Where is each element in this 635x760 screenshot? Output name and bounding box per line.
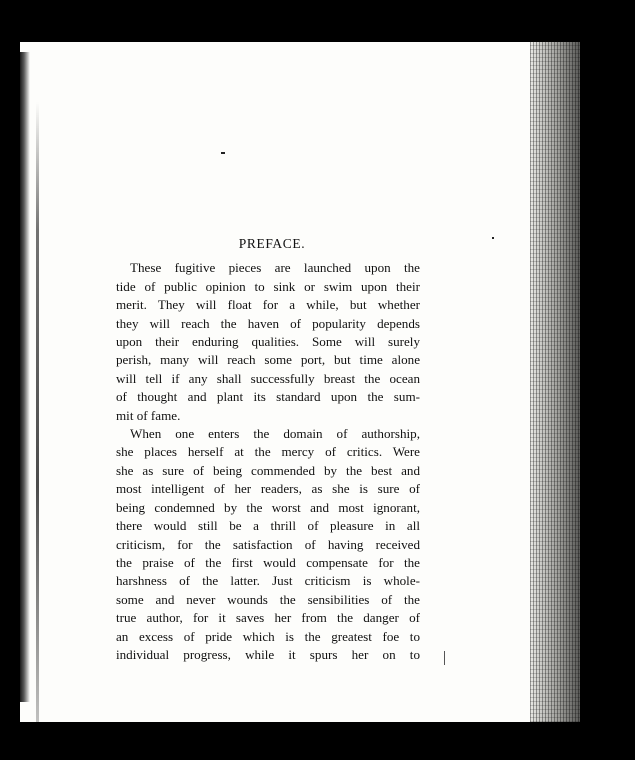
text-line: will tell if any shall successfully breast the ocean (116, 370, 420, 386)
text-line: harshness of the latter. Just criticism is whole- (116, 573, 420, 589)
page-gutter-mark (36, 102, 39, 742)
page-binding-shadow (20, 52, 30, 702)
paragraph-1 (116, 259, 420, 425)
text-line: she as sure of being commended by the best and (116, 462, 420, 478)
text-line: there would still be a thrill of pleasure in all (116, 518, 420, 534)
ink-speck (444, 651, 445, 665)
page-title: PREFACE. (238, 236, 306, 251)
text-line: being condemned by the worst and most ignorant, (116, 499, 420, 515)
text-line: criticism, for the satisfaction of having received (116, 536, 420, 552)
preface-text (116, 235, 420, 664)
text-line: the praise of the first would compensate for the (116, 554, 420, 570)
text-line: most intelligent of her readers, as she is sure of (116, 481, 420, 497)
ink-speck (492, 237, 494, 239)
text-line: tide of public opinion to sink or swim upon their (116, 278, 420, 294)
text-line: merit. They will float for a while, but whether (116, 297, 420, 313)
text-line: of thought and plant its standard upon the sum- (116, 389, 420, 405)
book-page (20, 42, 580, 722)
text-line: true author, for it saves her from the danger of (116, 610, 420, 626)
text-line: they will reach the haven of popularity depends (116, 315, 420, 331)
text-line: These fugitive pieces are launched upon the (130, 260, 420, 276)
ink-speck (221, 152, 225, 154)
page-fore-edge (530, 42, 580, 722)
text-line: some and never wounds the sensibilities of the (116, 591, 420, 607)
paragraph-2 (116, 425, 420, 664)
text-line: perish, many will reach some port, but time alone (116, 352, 420, 368)
text-line: upon their enduring qualities. Some will surely (116, 334, 420, 350)
text-line: an excess of pride which is the greatest foe to (116, 628, 420, 644)
text-line: mit of fame. (116, 407, 181, 423)
text-line: When one enters the domain of authorship, (130, 426, 420, 442)
text-line: individual progress, while it spurs her on to (116, 646, 420, 662)
text-line: she places herself at the mercy of critics. Were (116, 444, 420, 460)
